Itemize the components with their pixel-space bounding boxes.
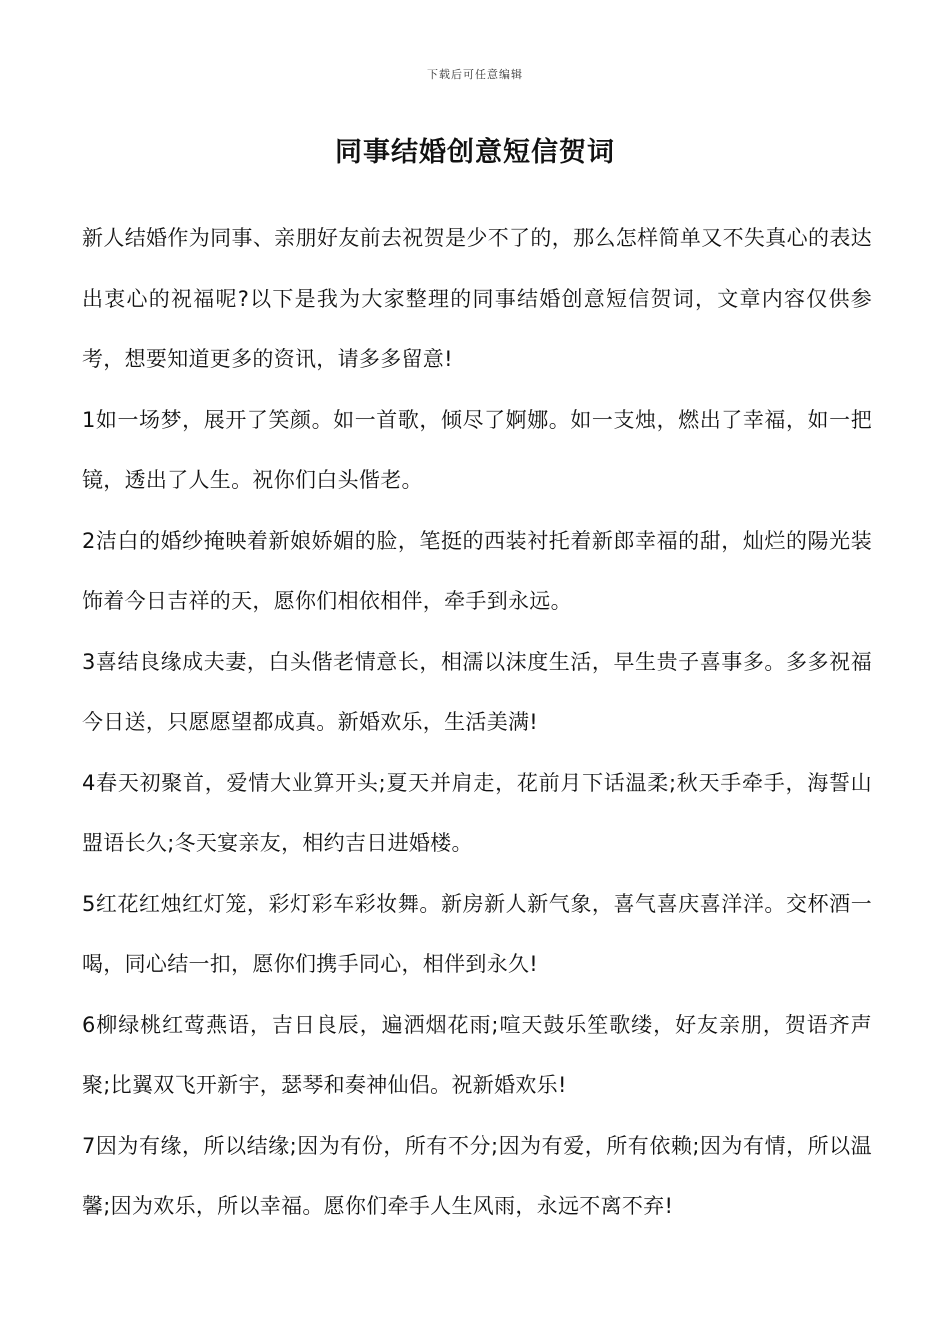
document-body [82, 208, 872, 1237]
intro-paragraph: 新人结婚作为同事、亲朋好友前去祝贺是少不了的，那么怎样简单又不失真心的表达出衷心的祝福呢?以下是我为大家整理的同事结婚创意短信贺词，文章内容仅供参考，想要知道更多的资讯，请多多留意! [82, 226, 872, 371]
greeting-paragraph-7: 7因为有缘，所以结缘;因为有份，所有不分;因为有爱，所有依赖;因为有情，所以温馨;因为欢乐，所以幸福。愿你们牵手人生风雨，永远不离不弃! [82, 1133, 872, 1218]
greeting-paragraph-5: 5红花红烛红灯笼，彩灯彩车彩妆舞。新房新人新气象，喜气喜庆喜洋洋。交杯酒一喝，同心结一扣，愿你们携手同心，相伴到永久! [82, 891, 872, 976]
greeting-paragraph-4: 4春天初聚首，爱情大业算开头;夏天并肩走，花前月下话温柔;秋天手牵手，海誓山盟语长久;冬天宴亲友，相约吉日进婚楼。 [82, 770, 872, 855]
header-note: 下载后可任意编辑 [427, 68, 523, 81]
greeting-paragraph-2: 2洁白的婚纱掩映着新娘娇媚的脸，笔挺的西装衬托着新郎幸福的甜，灿烂的陽光装饰着今日吉祥的天，愿你们相依相伴，牵手到永远。 [82, 528, 872, 613]
document-title: 同事结婚创意短信贺词 [335, 137, 615, 168]
greeting-paragraph-3: 3喜结良缘成夫妻，白头偕老情意长，相濡以沫度生活，早生贵子喜事多。多多祝福今日送，只愿愿望都成真。新婚欢乐，生活美满! [82, 649, 872, 734]
greeting-paragraph-6: 6柳绿桃红莺燕语，吉日良辰，遍洒烟花雨;喧天鼓乐笙歌缕，好友亲朋，贺语齐声聚;比翼双飞开新宇，瑟琴和奏神仙侣。祝新婚欢乐! [82, 1012, 872, 1097]
greeting-paragraph-1: 1如一场梦，展开了笑颜。如一首歌，倾尽了婀娜。如一支烛，燃出了幸福，如一把镜，透出了人生。祝你们白头偕老。 [82, 407, 872, 492]
